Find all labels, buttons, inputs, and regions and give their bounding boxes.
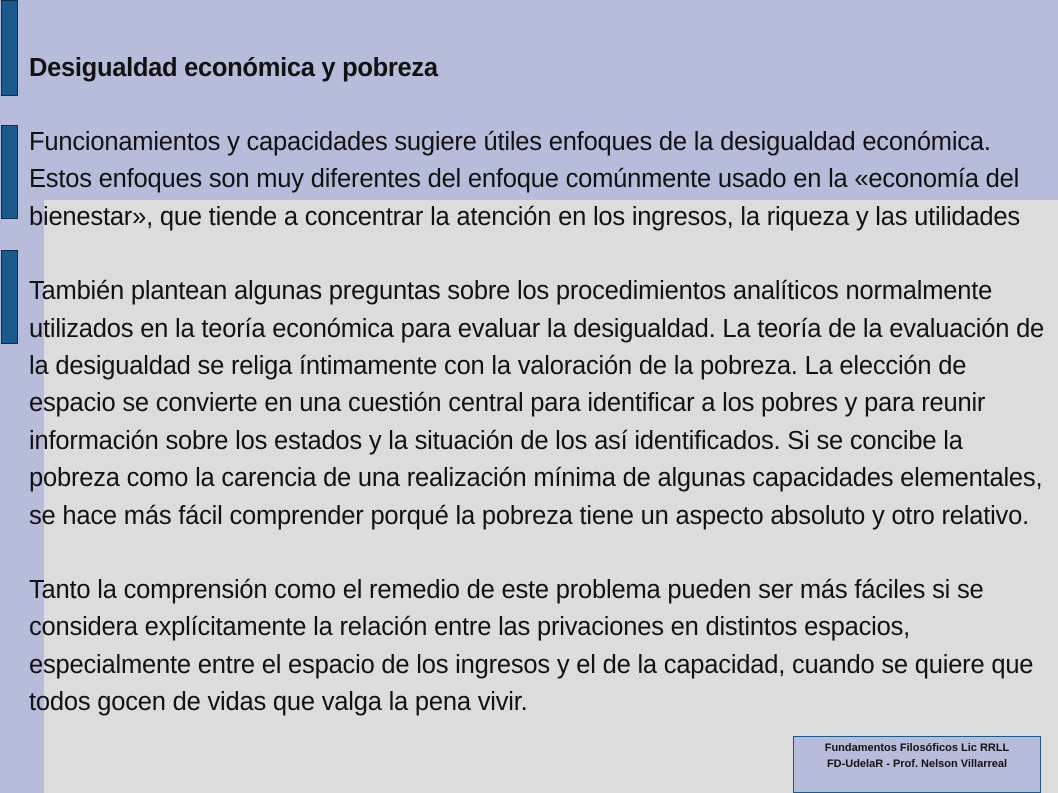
paragraph-2: También plantean algunas preguntas sobre los procedimientos analíticos normalmente utilizados en la teoría económica para evaluar la desigualdad. La teoría de la evaluación de la desigualdad se religa íntimamente con la valoración de la pobreza. La elección de espacio se convierte en una cuestión central para identificar a los pobres y para reunir información sobre los estados y la situación de los así identificados. Si se concibe la pobreza como la carencia de una realización mínima de algunas capacidades elementales, se hace más fácil comprender porqué la pobreza tiene un aspecto absoluto y otro relativo. <box>29 277 1045 530</box>
footer-credit-box <box>793 736 1041 793</box>
accent-bar-1 <box>1 0 18 96</box>
spacer <box>29 535 1049 572</box>
slide-title: Desigualdad económica y pobreza <box>29 54 438 82</box>
spacer <box>29 87 1049 124</box>
paragraph-1: Funcionamientos y capacidades sugiere útiles enfoques de la desigualdad económica. Estos enfoques son muy diferentes del enfoque comúnmente usado en la «economía del bienestar», que tiende a concentrar la atención en los ingresos, la riqueza y las utilidades <box>29 128 1020 231</box>
slide-content <box>29 50 1049 722</box>
paragraph-3: Tanto la comprensión como el remedio de este problema pueden ser más fáciles si se considera explícitamente la relación entre las privaciones en distintos espacios, especialmente entre el espacio de los ingresos y el de la capacidad, cuando se quiere que todos gocen de vidas que valga la pena vivir. <box>29 576 1034 717</box>
footer-course: Fundamentos Filosóficos Lic RRLL <box>824 742 1010 754</box>
spacer <box>29 236 1049 273</box>
footer-author: FD-UdelaR - Prof. Nelson Villarreal <box>826 758 1008 770</box>
accent-bar-2 <box>1 125 18 219</box>
accent-bar-3 <box>1 250 18 344</box>
